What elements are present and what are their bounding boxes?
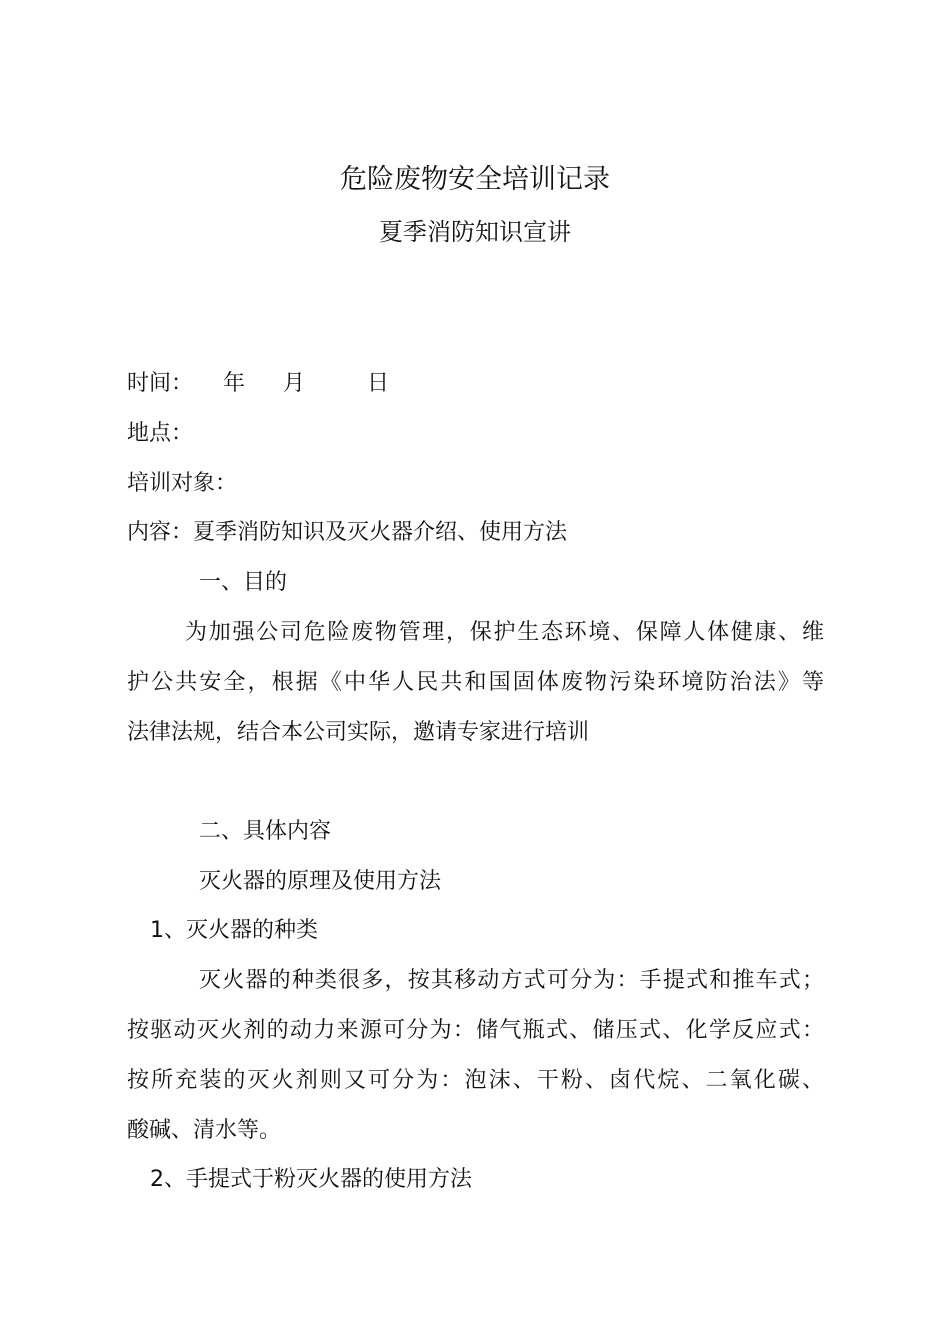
item1-line1: 灭火器的种类很多，按其移动方式可分为：手提式和推车式； bbox=[199, 968, 824, 993]
time-label: 时间： bbox=[127, 371, 194, 396]
content-label: 内容：夏季消防知识及灭火器介绍、使用方法 bbox=[127, 520, 568, 545]
section1-para-line3: 法律法规，结合本公司实际，邀请专家进行培训 bbox=[127, 720, 590, 745]
audience-label: 培训对象： bbox=[127, 471, 238, 496]
document-title: 危险废物安全培训记录 bbox=[340, 164, 610, 195]
item1-title: 1、灭火器的种类 bbox=[150, 918, 318, 943]
section1-heading: 一、目的 bbox=[199, 570, 288, 595]
item1-line2: 按驱动灭火剂的动力来源可分为：储气瓶式、储压式、化学反应式： bbox=[127, 1018, 824, 1043]
section2-heading: 二、具体内容 bbox=[199, 819, 332, 844]
year-label: 年 bbox=[223, 371, 246, 396]
section1-para-line2: 护公共安全，根据《中华人民共和国固体废物污染环境防治法》等 bbox=[127, 670, 824, 695]
document-subtitle: 夏季消防知识宣讲 bbox=[379, 218, 571, 246]
month-label: 月 bbox=[283, 371, 306, 396]
section2-subheading: 灭火器的原理及使用方法 bbox=[199, 869, 442, 894]
item2-title: 2、手提式于粉灭火器的使用方法 bbox=[150, 1167, 472, 1192]
item1-line3: 按所充装的灭火剂则又可分为：泡沫、干粉、卤代烷、二氧化碳、 bbox=[127, 1068, 824, 1093]
day-label: 日 bbox=[367, 371, 390, 396]
location-label: 地点： bbox=[127, 421, 194, 446]
section1-para-line1: 为加强公司危险废物管理，保护生态环境、保障人体健康、维 bbox=[185, 620, 824, 645]
item1-line4: 酸碱、清水等。 bbox=[127, 1118, 282, 1143]
